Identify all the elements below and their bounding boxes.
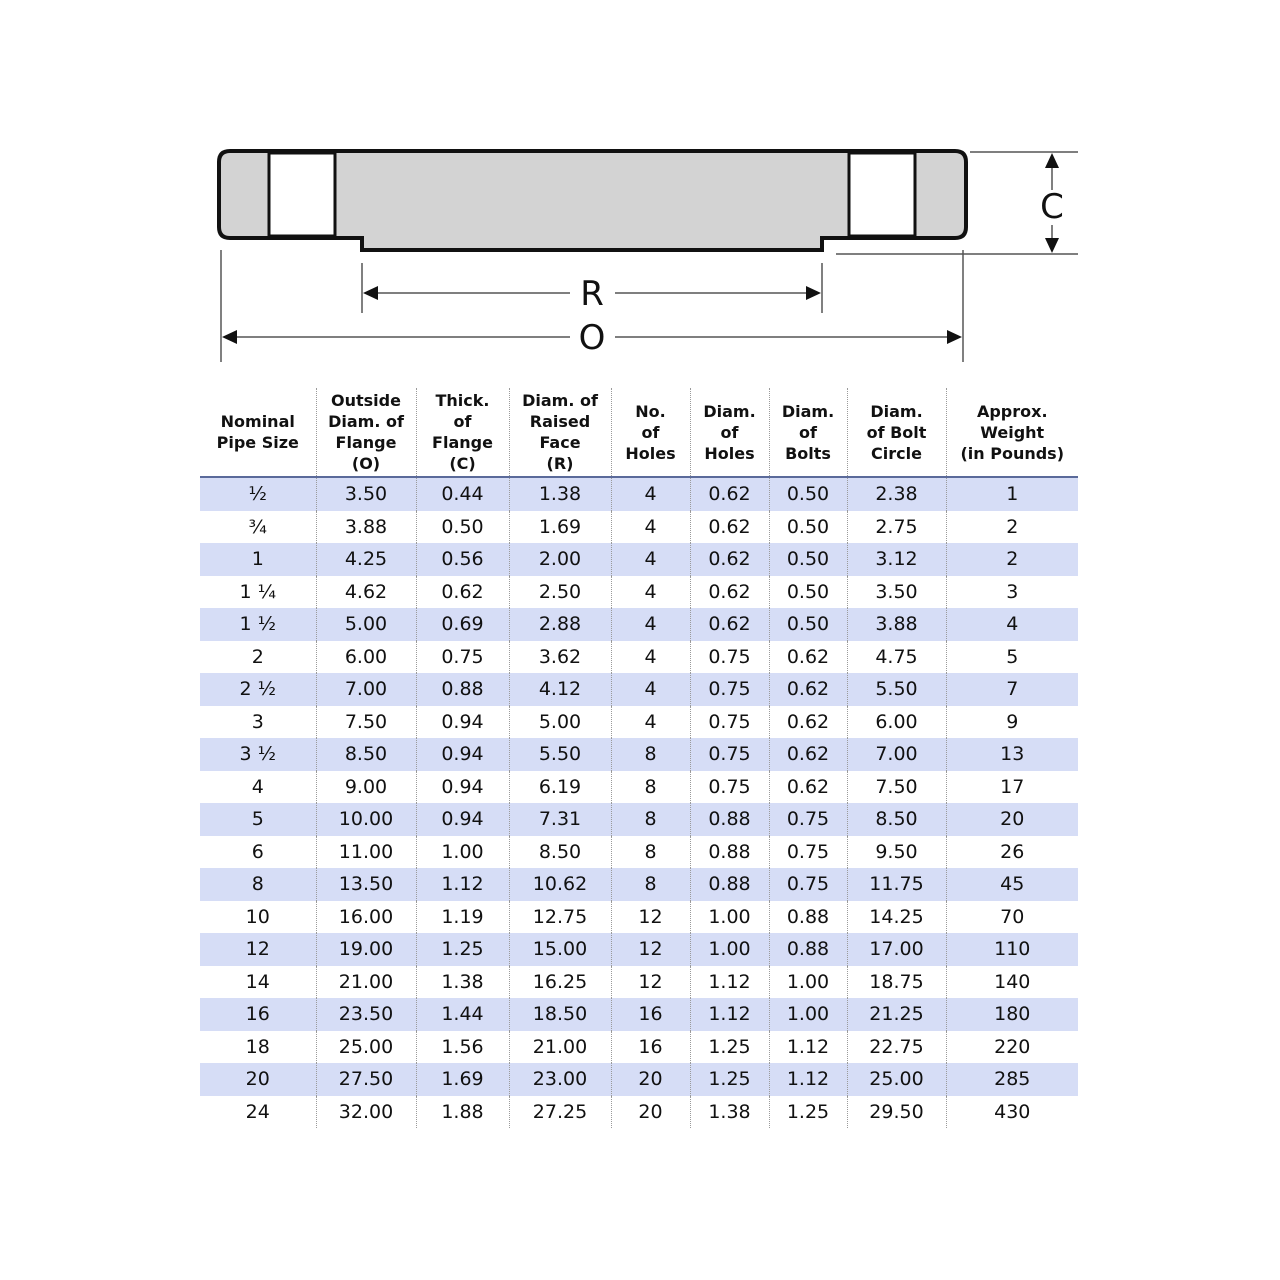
table-cell: 1 ¼ — [239, 580, 277, 603]
table-cell: 0.94 — [416, 803, 509, 836]
table-cell: 0.62 — [690, 543, 769, 576]
column-header — [416, 388, 509, 477]
column-header-line: Weight — [980, 422, 1045, 442]
table-cell: 1.38 — [690, 1096, 769, 1129]
table-cell: 0.62 — [769, 641, 847, 674]
column-header-line: Holes — [704, 443, 755, 463]
column-header — [690, 388, 769, 477]
table-cell: 16 — [611, 998, 690, 1031]
column-header-line: (R) — [546, 454, 574, 473]
table-row — [200, 966, 1078, 999]
table-cell: 1.38 — [509, 477, 611, 511]
table-row — [200, 1063, 1078, 1096]
table-cell: 1.12 — [769, 1063, 847, 1096]
table-cell: 1.69 — [416, 1063, 509, 1096]
table-cell: 7.50 — [847, 771, 946, 804]
table-row — [200, 641, 1078, 674]
column-header-line: (C) — [449, 454, 476, 473]
table-cell: 1.12 — [416, 868, 509, 901]
table-row — [200, 706, 1078, 739]
column-header-line: (O) — [351, 454, 381, 473]
table-cell: 0.75 — [416, 641, 509, 674]
table-row — [200, 933, 1078, 966]
table-cell: 8 — [611, 803, 690, 836]
column-header-line: Circle — [871, 443, 922, 463]
table-cell: 0.88 — [690, 868, 769, 901]
table-cell: 8.50 — [847, 803, 946, 836]
table-cell: 430 — [946, 1096, 1078, 1129]
table-cell: 3 — [251, 710, 264, 733]
table-cell: 16.00 — [316, 901, 416, 934]
column-header — [847, 388, 946, 477]
column-header-line: (in Pounds) — [960, 443, 1065, 463]
table-cell: 3 — [946, 576, 1078, 609]
table-cell: 19.00 — [316, 933, 416, 966]
table-cell: 0.56 — [416, 543, 509, 576]
table-cell: 12 — [611, 966, 690, 999]
table-cell: 0.75 — [690, 706, 769, 739]
table-cell: 4 — [251, 775, 264, 798]
table-cell: 24 — [245, 1100, 270, 1123]
table-cell: 6.00 — [847, 706, 946, 739]
table-cell: 1.25 — [690, 1063, 769, 1096]
dimension-label-c: C — [1040, 187, 1064, 227]
table-cell: 220 — [946, 1031, 1078, 1064]
table-cell: 26 — [946, 836, 1078, 869]
table-cell: 11.00 — [316, 836, 416, 869]
table-cell: 0.88 — [416, 673, 509, 706]
table-cell: 0.62 — [690, 511, 769, 544]
table-cell: 5.50 — [847, 673, 946, 706]
table-cell: 45 — [946, 868, 1078, 901]
table-cell: 5 — [946, 641, 1078, 674]
table-cell: 3.62 — [509, 641, 611, 674]
table-cell: 0.88 — [690, 836, 769, 869]
column-header-line: No. — [635, 401, 666, 421]
table-cell: 5 — [200, 803, 316, 836]
table-cell: 1.25 — [690, 1031, 769, 1064]
table-cell: 1.25 — [416, 933, 509, 966]
table-cell: 16 — [200, 998, 316, 1031]
table-cell: 0.88 — [769, 933, 847, 966]
table-cell: 13 — [946, 738, 1078, 771]
table-cell: 20 — [946, 803, 1078, 836]
table-cell: 8.50 — [509, 836, 611, 869]
table-cell: 7.50 — [316, 706, 416, 739]
column-header-line: Raised — [529, 412, 591, 431]
table-cell: 0.62 — [690, 477, 769, 511]
column-header — [316, 388, 416, 477]
table-cell: 5.00 — [316, 608, 416, 641]
table-cell: 23.00 — [509, 1063, 611, 1096]
table-cell: 1 — [200, 543, 316, 576]
column-header — [509, 388, 611, 477]
table-cell: 9.50 — [847, 836, 946, 869]
table-cell: 10.00 — [316, 803, 416, 836]
column-header-line: of — [453, 412, 472, 431]
column-header-line: Pipe Size — [216, 433, 299, 452]
table-cell: 4 — [611, 543, 690, 576]
table-cell: 0.94 — [416, 706, 509, 739]
table-cell: 9 — [946, 706, 1078, 739]
table-cell: 7.31 — [509, 803, 611, 836]
table-cell: 15.00 — [509, 933, 611, 966]
column-header-line: Outside — [331, 391, 401, 410]
table-cell: 2.00 — [509, 543, 611, 576]
table-cell: 12 — [611, 901, 690, 934]
table-cell: 9.00 — [316, 771, 416, 804]
column-header-line: Approx. — [976, 401, 1048, 421]
table-cell: 7 — [946, 673, 1078, 706]
flange-dimensions-table — [200, 388, 1078, 1128]
table-cell: 4.62 — [316, 576, 416, 609]
table-cell: 0.50 — [769, 608, 847, 641]
table-cell: 0.50 — [769, 543, 847, 576]
table-cell: 20 — [611, 1096, 690, 1129]
table-cell: 8 — [611, 868, 690, 901]
table-cell: 4 — [611, 477, 690, 511]
table-row — [200, 511, 1078, 544]
table-cell: 1.69 — [509, 511, 611, 544]
table-cell: 25.00 — [847, 1063, 946, 1096]
column-header — [946, 388, 1078, 477]
table-row — [200, 673, 1078, 706]
table-cell: 0.75 — [690, 673, 769, 706]
column-header-line: Flange — [432, 433, 493, 452]
table-cell: 0.62 — [690, 608, 769, 641]
table-cell: 70 — [946, 901, 1078, 934]
table-row — [200, 477, 1078, 511]
table-cell: 0.62 — [416, 576, 509, 609]
table-cell: 1 ½ — [200, 608, 316, 641]
table-cell: 5.00 — [509, 706, 611, 739]
table-cell: 0.75 — [690, 771, 769, 804]
table-cell: 1 — [946, 477, 1078, 511]
column-header-line: Diam. of — [328, 412, 404, 431]
table-cell: 18.50 — [509, 998, 611, 1031]
table-cell: 5.50 — [509, 738, 611, 771]
table-cell: 6.00 — [316, 641, 416, 674]
table-cell: 1.19 — [416, 901, 509, 934]
table-cell: 0.50 — [769, 477, 847, 511]
table-row — [200, 608, 1078, 641]
table-cell: 3.88 — [847, 608, 946, 641]
table-row — [200, 836, 1078, 869]
table-cell: 0.62 — [769, 738, 847, 771]
table-cell: 2.88 — [509, 608, 611, 641]
table-cell: 18.75 — [847, 966, 946, 999]
table-cell: 0.94 — [416, 771, 509, 804]
dimension-label-o: O — [578, 318, 606, 358]
table-cell: 2 ½ — [200, 673, 316, 706]
table-cell: 23.50 — [316, 998, 416, 1031]
dimension-label-r: R — [580, 274, 604, 314]
flange-diagram — [0, 0, 1280, 380]
table-cell: 17.00 — [847, 933, 946, 966]
table-cell: 6 — [251, 840, 264, 863]
column-header-line: Thick. — [435, 391, 490, 410]
table-cell: 1.12 — [690, 998, 769, 1031]
table-cell: 4 — [611, 673, 690, 706]
table-cell: 110 — [946, 933, 1078, 966]
bolt-hole-right — [849, 153, 915, 236]
table-row — [200, 738, 1078, 771]
table-cell: 0.88 — [769, 901, 847, 934]
table-cell: 16 — [611, 1031, 690, 1064]
table-row — [200, 576, 1078, 609]
table-cell: 1.88 — [416, 1096, 509, 1129]
table-cell: 3.12 — [847, 543, 946, 576]
table-cell: 1.00 — [690, 901, 769, 934]
table-cell: 16.25 — [509, 966, 611, 999]
table-cell: 14.25 — [847, 901, 946, 934]
table-cell: 2 — [251, 645, 264, 668]
table-cell: 0.75 — [690, 641, 769, 674]
bolt-hole-left — [269, 153, 335, 236]
table-cell: 1.38 — [416, 966, 509, 999]
table-cell: 1.12 — [769, 1031, 847, 1064]
table-cell: 17 — [946, 771, 1078, 804]
column-header-line: of Bolt — [866, 422, 927, 442]
table-cell: 14 — [245, 970, 270, 993]
table-cell: 4 — [611, 641, 690, 674]
table-cell: 4 — [946, 608, 1078, 641]
column-header-line: Bolts — [785, 443, 831, 463]
table-cell: 285 — [946, 1063, 1078, 1096]
table-cell: 10.62 — [509, 868, 611, 901]
table-cell: 0.75 — [769, 803, 847, 836]
table-cell: 12.75 — [509, 901, 611, 934]
table-cell: 27.25 — [509, 1096, 611, 1129]
table-cell: 20 — [200, 1063, 316, 1096]
column-header-line: Holes — [625, 443, 676, 463]
table-cell: 10 — [245, 905, 270, 928]
table-header-row — [200, 388, 1078, 477]
table-cell: 2 — [946, 511, 1078, 544]
table-cell: 0.44 — [416, 477, 509, 511]
table-cell: 20 — [611, 1063, 690, 1096]
table-row — [200, 901, 1078, 934]
column-header-line: Diam. — [870, 401, 923, 421]
table-cell: 3.50 — [847, 576, 946, 609]
column-header-line: Flange — [335, 433, 397, 452]
table-cell: 1.12 — [690, 966, 769, 999]
table-cell: 11.75 — [847, 868, 946, 901]
table-cell: 4.12 — [509, 673, 611, 706]
table-cell: 4.25 — [316, 543, 416, 576]
table-cell: 0.75 — [690, 738, 769, 771]
table-cell: 2.38 — [847, 477, 946, 511]
column-header-line: of — [641, 422, 660, 442]
column-header-line: of — [720, 422, 739, 442]
column-header — [611, 388, 690, 477]
table-cell: 1.00 — [416, 836, 509, 869]
table-cell: 12 — [200, 933, 316, 966]
table-cell: ½ — [200, 477, 316, 511]
table-row — [200, 1031, 1078, 1064]
table-cell: 2 — [946, 543, 1078, 576]
column-header-line: Diam. — [781, 401, 835, 421]
table-cell: 4 — [611, 706, 690, 739]
table-cell: 21.00 — [509, 1031, 611, 1064]
table-cell: 2.50 — [509, 576, 611, 609]
table-cell: 4.75 — [847, 641, 946, 674]
table-cell: 12 — [611, 933, 690, 966]
column-header-line: of — [799, 422, 817, 442]
table-cell: 3.50 — [316, 477, 416, 511]
table-cell: 21.25 — [847, 998, 946, 1031]
table-cell: 0.94 — [416, 738, 509, 771]
table-cell: 0.88 — [690, 803, 769, 836]
table-cell: 1.25 — [769, 1096, 847, 1129]
table-row — [200, 771, 1078, 804]
table-cell: 0.50 — [769, 576, 847, 609]
table-cell: 0.69 — [416, 608, 509, 641]
table-cell: 32.00 — [316, 1096, 416, 1129]
table-row — [200, 868, 1078, 901]
table-cell: 0.62 — [769, 706, 847, 739]
table-cell: 25.00 — [316, 1031, 416, 1064]
table-cell: 3 ½ — [200, 738, 316, 771]
table-cell: 1.00 — [769, 998, 847, 1031]
table-cell: 18 — [245, 1035, 270, 1058]
table-cell: 8.50 — [316, 738, 416, 771]
table-cell: 3.88 — [316, 511, 416, 544]
table-cell: 8 — [611, 738, 690, 771]
table-cell: 140 — [946, 966, 1078, 999]
table-cell: 21.00 — [316, 966, 416, 999]
table-row — [200, 1096, 1078, 1129]
table-cell: 1.00 — [769, 966, 847, 999]
table-cell: 0.50 — [769, 511, 847, 544]
table-cell: 6.19 — [509, 771, 611, 804]
column-header-line: Diam. of — [522, 391, 598, 410]
table-row — [200, 543, 1078, 576]
table-cell: 2.75 — [847, 511, 946, 544]
table-cell: 1.56 — [416, 1031, 509, 1064]
table-cell: 4 — [611, 576, 690, 609]
table-cell: 0.75 — [769, 836, 847, 869]
table-cell: 0.75 — [769, 868, 847, 901]
column-header — [769, 388, 847, 477]
table-row — [200, 803, 1078, 836]
table-row — [200, 998, 1078, 1031]
table-cell: 13.50 — [316, 868, 416, 901]
table-cell: 1.00 — [690, 933, 769, 966]
table-cell: 0.62 — [769, 771, 847, 804]
table-cell: 8 — [611, 771, 690, 804]
table-cell: 180 — [946, 998, 1078, 1031]
table-cell: 0.62 — [769, 673, 847, 706]
column-header-line: Face — [539, 433, 581, 452]
table-cell: 8 — [611, 836, 690, 869]
table-cell: 27.50 — [316, 1063, 416, 1096]
table-cell: 8 — [200, 868, 316, 901]
column-header-line: Nominal — [220, 412, 295, 431]
column-header — [200, 388, 316, 477]
table-cell: 7.00 — [316, 673, 416, 706]
table-cell: 4 — [611, 608, 690, 641]
table-cell: 7.00 — [847, 738, 946, 771]
table-cell: 1.44 — [416, 998, 509, 1031]
table-cell: 4 — [611, 511, 690, 544]
table-cell: 0.50 — [416, 511, 509, 544]
table-cell: ¾ — [248, 515, 267, 538]
table-cell: 0.62 — [690, 576, 769, 609]
table-cell: 22.75 — [847, 1031, 946, 1064]
column-header-line: Diam. — [703, 401, 756, 421]
table-cell: 29.50 — [847, 1096, 946, 1129]
